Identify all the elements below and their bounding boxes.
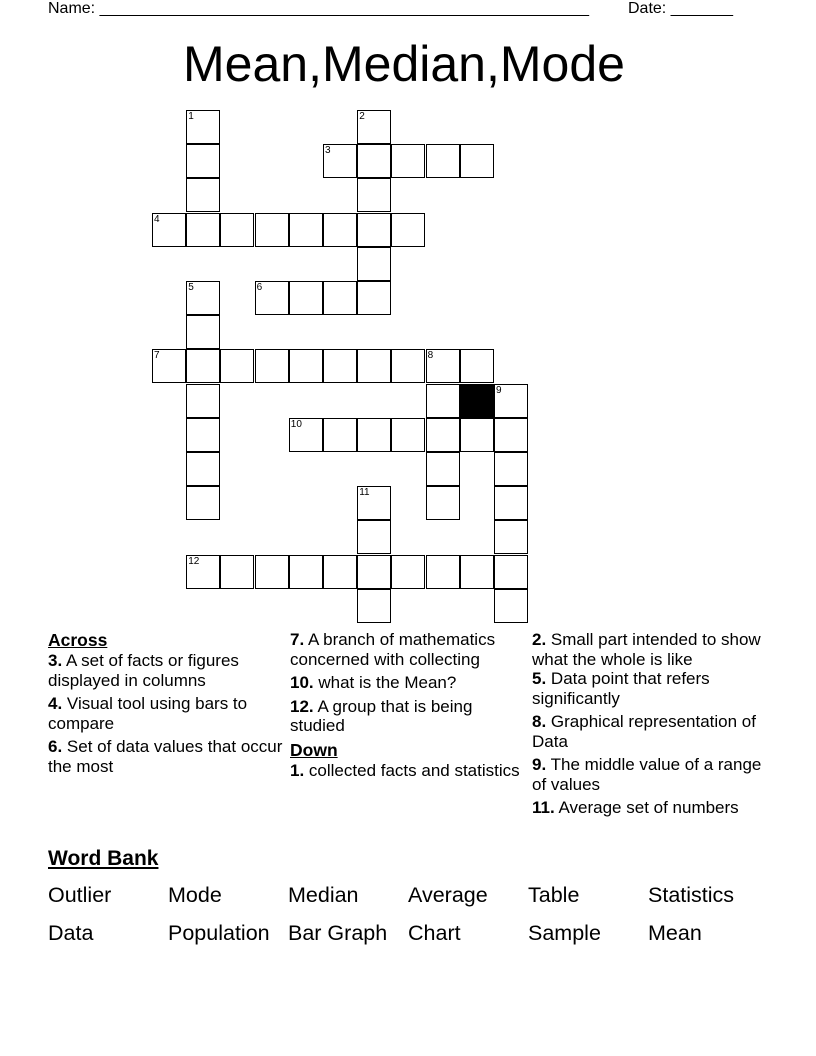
answer-cell[interactable]: [220, 555, 254, 589]
answer-cell[interactable]: [357, 589, 391, 623]
answer-cell[interactable]: [460, 144, 494, 178]
answer-cell[interactable]: [494, 520, 528, 554]
answer-cell[interactable]: [391, 555, 425, 589]
answer-cell[interactable]: [186, 178, 220, 212]
answer-cell[interactable]: [494, 589, 528, 623]
answer-cell[interactable]: [357, 418, 391, 452]
answer-cell[interactable]: [494, 452, 528, 486]
clue-number: 4: [154, 213, 160, 225]
answer-cell[interactable]: [460, 349, 494, 383]
answer-cell[interactable]: [426, 418, 460, 452]
word-bank-item: Average: [408, 883, 488, 907]
answer-cell[interactable]: [186, 144, 220, 178]
answer-cell[interactable]: [357, 178, 391, 212]
answer-cell[interactable]: [255, 281, 289, 315]
word-bank-heading: Word Bank: [48, 847, 159, 870]
answer-cell[interactable]: [186, 555, 220, 589]
answer-cell[interactable]: [494, 486, 528, 520]
answer-cell[interactable]: [426, 384, 460, 418]
answer-cell[interactable]: [494, 555, 528, 589]
clue-across-4: 4. Visual tool using bars to compare: [48, 694, 248, 733]
clue-down-1: 1. collected facts and statistics: [290, 760, 520, 780]
word-bank-item: Mode: [168, 883, 222, 907]
answer-cell[interactable]: [186, 452, 220, 486]
answer-cell[interactable]: [391, 349, 425, 383]
clue-across-10: 10. what is the Mean?: [290, 673, 457, 692]
answer-cell[interactable]: [357, 144, 391, 178]
answer-cell[interactable]: [186, 213, 220, 247]
answer-cell[interactable]: [494, 384, 528, 418]
clue-down-11: 11. Average set of numbers: [532, 798, 739, 817]
word-bank-item: Table: [528, 883, 580, 907]
clue-number: 3: [325, 145, 331, 157]
word-bank-item: Mean: [648, 921, 702, 945]
date-field[interactable]: Date: _______: [628, 0, 733, 17]
black-cell: [460, 384, 494, 418]
answer-cell[interactable]: [391, 213, 425, 247]
clue-column-1: [48, 630, 288, 780]
answer-cell[interactable]: [255, 349, 289, 383]
answer-cell[interactable]: [323, 144, 357, 178]
answer-cell[interactable]: [152, 349, 186, 383]
answer-cell[interactable]: [323, 281, 357, 315]
clue-down-5: 5. Data point that refers significantly: [532, 669, 710, 708]
clue-across-3: 3. A set of facts or figures displayed in columns: [48, 651, 239, 690]
answer-cell[interactable]: [460, 555, 494, 589]
answer-cell[interactable]: [323, 418, 357, 452]
clue-column-2: [290, 630, 530, 784]
clue-number: 1: [188, 111, 194, 122]
word-bank-item: Outlier: [48, 883, 112, 907]
clue-number: 12: [188, 555, 200, 567]
page-title: Mean,Median,Mode: [183, 36, 625, 92]
answer-cell[interactable]: [289, 213, 323, 247]
word-bank-item: Sample: [528, 921, 601, 945]
clue-number: 8: [427, 350, 434, 362]
answer-cell[interactable]: [357, 110, 391, 144]
word-bank-item: Bar Graph: [288, 921, 388, 945]
answer-cell[interactable]: [255, 555, 289, 589]
answer-cell[interactable]: [289, 281, 323, 315]
clue-number: 10: [290, 418, 302, 430]
clue-column-3: [532, 630, 772, 822]
answer-cell[interactable]: [186, 486, 220, 520]
clue-down-2: 2. Small part intended to show what the whole is like: [532, 630, 761, 669]
answer-cell[interactable]: [152, 213, 186, 247]
answer-cell[interactable]: [323, 213, 357, 247]
answer-cell[interactable]: [391, 144, 425, 178]
word-bank-item: Chart: [408, 921, 461, 945]
word-bank-item: Statistics: [648, 883, 735, 907]
name-field[interactable]: Name: _______________________________________________________: [48, 0, 589, 17]
answer-cell[interactable]: [289, 555, 323, 589]
down-heading: Down: [290, 739, 338, 760]
clue-across-12: 12. A group that is being studied: [290, 696, 473, 735]
word-bank-item: Population: [168, 921, 270, 945]
clue-number: 7: [154, 350, 160, 362]
answer-cell[interactable]: [426, 144, 460, 178]
answer-cell[interactable]: [323, 349, 357, 383]
answer-cell[interactable]: [357, 213, 391, 247]
answer-cell[interactable]: [357, 520, 391, 554]
answer-cell[interactable]: [186, 418, 220, 452]
answer-cell[interactable]: [186, 349, 220, 383]
answer-cell[interactable]: [391, 418, 425, 452]
answer-cell[interactable]: [186, 315, 220, 349]
word-bank-item: Data: [48, 921, 94, 945]
answer-cell[interactable]: [186, 281, 220, 315]
answer-cell[interactable]: [426, 349, 460, 383]
clue-across-6: 6. Set of data values that occur the most: [48, 737, 283, 776]
answer-cell[interactable]: [426, 486, 460, 520]
answer-cell[interactable]: [357, 349, 391, 383]
clue-down-9: 9. The middle value of a range of values: [532, 755, 762, 794]
answer-cell[interactable]: [289, 418, 323, 452]
answer-cell[interactable]: [494, 418, 528, 452]
answer-cell[interactable]: [289, 349, 323, 383]
answer-cell[interactable]: [426, 452, 460, 486]
answer-cell[interactable]: [220, 213, 254, 247]
answer-cell[interactable]: [460, 418, 494, 452]
clue-number: 2: [359, 111, 365, 122]
clue-number: 9: [496, 384, 502, 396]
clue-down-8: 8. Graphical representation of Data: [532, 712, 756, 751]
answer-cell[interactable]: [357, 555, 391, 589]
answer-cell[interactable]: [220, 349, 254, 383]
clue-number: 6: [256, 282, 263, 293]
clue-number: 11: [359, 487, 370, 499]
answer-cell[interactable]: [186, 384, 220, 418]
answer-cell[interactable]: [357, 486, 391, 520]
clue-number: 5: [188, 282, 194, 293]
answer-cell[interactable]: [186, 110, 220, 144]
word-bank-item: Median: [288, 883, 359, 907]
answer-cell[interactable]: [357, 247, 391, 281]
answer-cell[interactable]: [323, 555, 357, 589]
clue-across-7: 7. A branch of mathematics concerned with collecting: [290, 630, 496, 669]
across-heading: Across: [48, 630, 108, 650]
answer-cell[interactable]: [357, 281, 391, 315]
answer-cell[interactable]: [426, 555, 460, 589]
answer-cell[interactable]: [255, 213, 289, 247]
